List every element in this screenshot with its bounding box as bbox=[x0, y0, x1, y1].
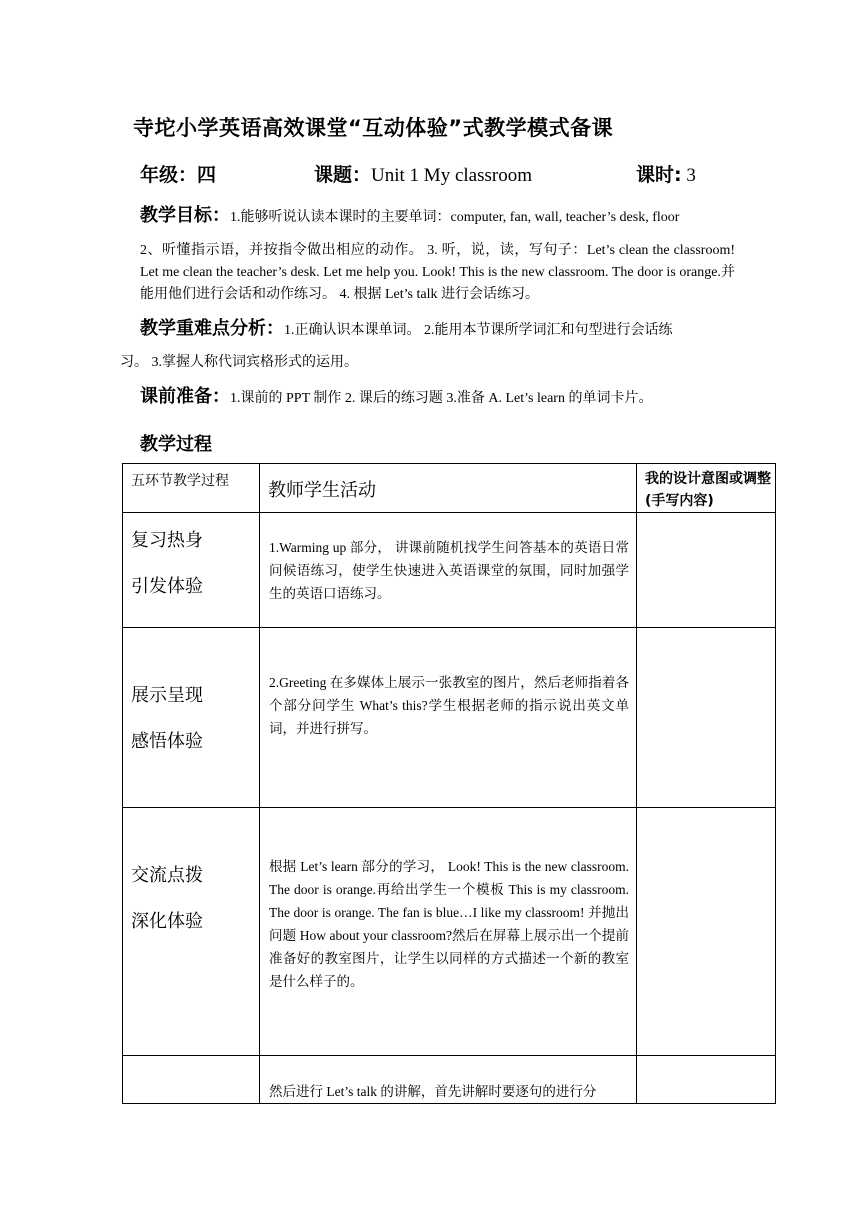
design-cell bbox=[637, 628, 776, 808]
grade-value: 四 bbox=[197, 164, 217, 186]
period-value: 3 bbox=[681, 165, 696, 186]
stage-line-2: 引发体验 bbox=[131, 576, 203, 597]
goals-label: 教学目标： bbox=[140, 205, 230, 226]
activity-cell: 然后进行 Let’s talk 的讲解，首先讲解时要逐句的进行分 bbox=[260, 1056, 637, 1104]
stage-cell bbox=[123, 1056, 260, 1104]
topic-info bbox=[314, 160, 532, 187]
design-cell bbox=[637, 1056, 776, 1104]
stage-line-1: 交流点拨 bbox=[131, 865, 203, 886]
grade-info bbox=[140, 160, 216, 187]
goals-first-line bbox=[140, 205, 760, 229]
header-stage: 五环节教学过程 bbox=[123, 464, 260, 513]
process-table bbox=[122, 463, 776, 1104]
design-cell bbox=[637, 513, 776, 628]
process-title: 教学过程 bbox=[140, 434, 212, 455]
activity-cell: 1.Warming up 部分， 讲课前随机找学生问答基本的英语日常问候语练习，使学生快速进入英语课堂的氛围，同时加强学生的英语口语练习。 bbox=[260, 513, 637, 628]
key-points-label: 教学重难点分析： bbox=[140, 318, 284, 339]
stage-line-1: 复习热身 bbox=[131, 530, 203, 551]
period-info bbox=[636, 160, 696, 187]
stage-line-1: 展示呈现 bbox=[131, 685, 203, 706]
key-points-first-line bbox=[140, 318, 740, 342]
key-points-line1: 1.正确认识本课单词。 2.能用本节课所学词汇和句型进行会话练 bbox=[284, 323, 673, 338]
goals-rest: 2、听懂指示语，并按指令做出相应的动作。 3. 听，说，读，写句子：Let’s clean the classroom! Let me clean the teacher’s desk. Let me help you. Look! This is the new classroom. The door is orange.并能用他们进行会话和动作练习。 4. 根据 Let’s talk 进行会话练习。 bbox=[140, 243, 735, 302]
stage-cell bbox=[123, 513, 260, 628]
period-label: 课时: bbox=[636, 164, 682, 186]
topic-value: Unit 1 My classroom bbox=[371, 165, 532, 186]
table-row bbox=[123, 808, 776, 1056]
document-title: 寺坨小学英语高效课堂“互动体验”式教学模式备课 bbox=[133, 116, 614, 140]
topic-label: 课题： bbox=[314, 164, 372, 186]
stage-line-2: 深化体验 bbox=[131, 911, 203, 932]
stage-line-2: 感悟体验 bbox=[131, 731, 203, 752]
goals-line1: 1.能够听说认读本课时的主要单词：computer, fan, wall, teacher’s desk, floor bbox=[230, 210, 680, 225]
activity-cell: 2.Greeting 在多媒体上展示一张教室的图片，然后老师指着各个部分问学生 What’s this?学生根据老师的指示说出英文单词，并进行拼写。 bbox=[260, 628, 637, 808]
stage-cell bbox=[123, 628, 260, 808]
activity-cell: 根据 Let’s learn 部分的学习， Look! This is the new classroom. The door is orange.再给出学生一个模板 This is my classroom. The door is orange. The fan is blue…I like my classroom! 并抛出问题 How about your classroom?然后在屏幕上展示出一个提前准备好的教室图片，让学生以同样的方式描述一个新的教室是什么样子的。 bbox=[260, 808, 637, 1056]
table-row bbox=[123, 513, 776, 628]
header-activity: 教师学生活动 bbox=[260, 464, 637, 513]
prep-line bbox=[140, 386, 780, 410]
table-header-row bbox=[123, 464, 776, 513]
table-row bbox=[123, 628, 776, 808]
grade-label: 年级： bbox=[140, 164, 198, 186]
design-cell bbox=[637, 808, 776, 1056]
prep-label: 课前准备： bbox=[140, 386, 230, 407]
prep-text: 1.课前的 PPT 制作 2. 课后的练习题 3.准备 A. Let’s learn 的单词卡片。 bbox=[230, 391, 653, 406]
stage-cell bbox=[123, 808, 260, 1056]
header-design: 我的设计意图或调整(手写内容) bbox=[637, 464, 776, 513]
table-row bbox=[123, 1056, 776, 1104]
key-points-rest: 习。 3.掌握人称代词宾格形式的运用。 bbox=[120, 355, 358, 370]
